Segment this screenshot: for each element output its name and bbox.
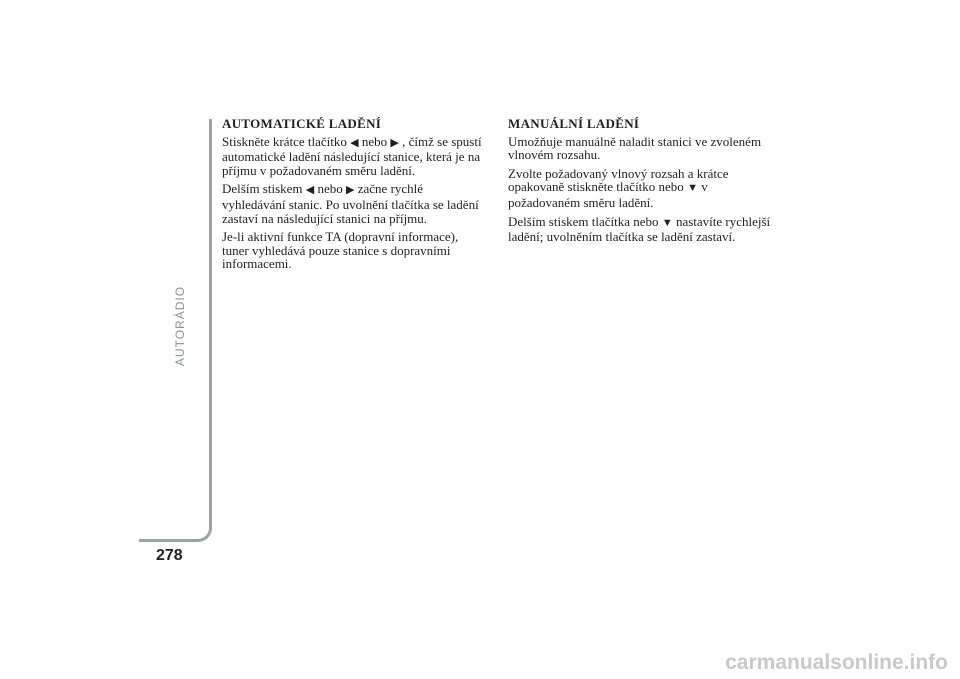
text: Zvolte požadovaný vlnový rozsah a krátce opakovaně stiskněte tlačítko nebo	[508, 165, 729, 195]
text: Delším stiskem	[222, 181, 306, 197]
text: začne rychlé vyhledávání stanic. Po uvolnění tlačítka se ladění zastaví na následující stanici na příjmu.	[222, 181, 479, 226]
page-number: 278	[156, 547, 183, 564]
right-column	[508, 117, 778, 249]
text: Delším stiskem tlačítka nebo	[508, 213, 662, 229]
paragraph-ta-function: Je-li aktivní funkce TA (dopravní informace), tuner vyhledává pouze stanice s dopravními informacemi.	[222, 229, 459, 272]
section-label: AUTORÁDIO	[173, 285, 187, 367]
arrow-right-icon: ▶	[346, 184, 355, 197]
text: nebo	[358, 133, 391, 149]
paragraph-select-band	[508, 167, 778, 210]
text: v požadovaném směru ladění.	[508, 179, 708, 210]
text: nebo	[314, 181, 347, 197]
text: nastavíte rychlejší ladění; uvolněním tlačítka se ladění zastaví.	[508, 213, 771, 245]
text: , čímž se spustí automatické ladění následující stanice, která je na příjmu v požadovaném směru ladění.	[222, 133, 482, 178]
arrow-down-icon: ▼	[661, 216, 673, 229]
paragraph-manual-intro: Umožňuje manuálně naladit stanici ve zvoleném vlnovém rozsahu.	[508, 133, 762, 163]
paragraph-long-press	[222, 182, 484, 225]
left-column	[222, 117, 484, 276]
arrow-left-icon: ◀	[350, 136, 359, 149]
heading-manual-tuning: MANUÁLNÍ LADĚNÍ	[508, 116, 640, 131]
text: Stiskněte krátce tlačítko	[222, 133, 351, 149]
arrow-down-icon: ▼	[687, 182, 698, 195]
paragraph-fast-tuning	[508, 215, 778, 244]
heading-automatic-tuning: AUTOMATICKÉ LADĚNÍ	[222, 116, 382, 131]
paragraph-short-press	[222, 135, 484, 178]
arrow-right-icon: ▶	[390, 136, 399, 149]
arrow-left-icon: ◀	[305, 184, 315, 197]
watermark: carmanualsonline.info	[725, 651, 948, 674]
